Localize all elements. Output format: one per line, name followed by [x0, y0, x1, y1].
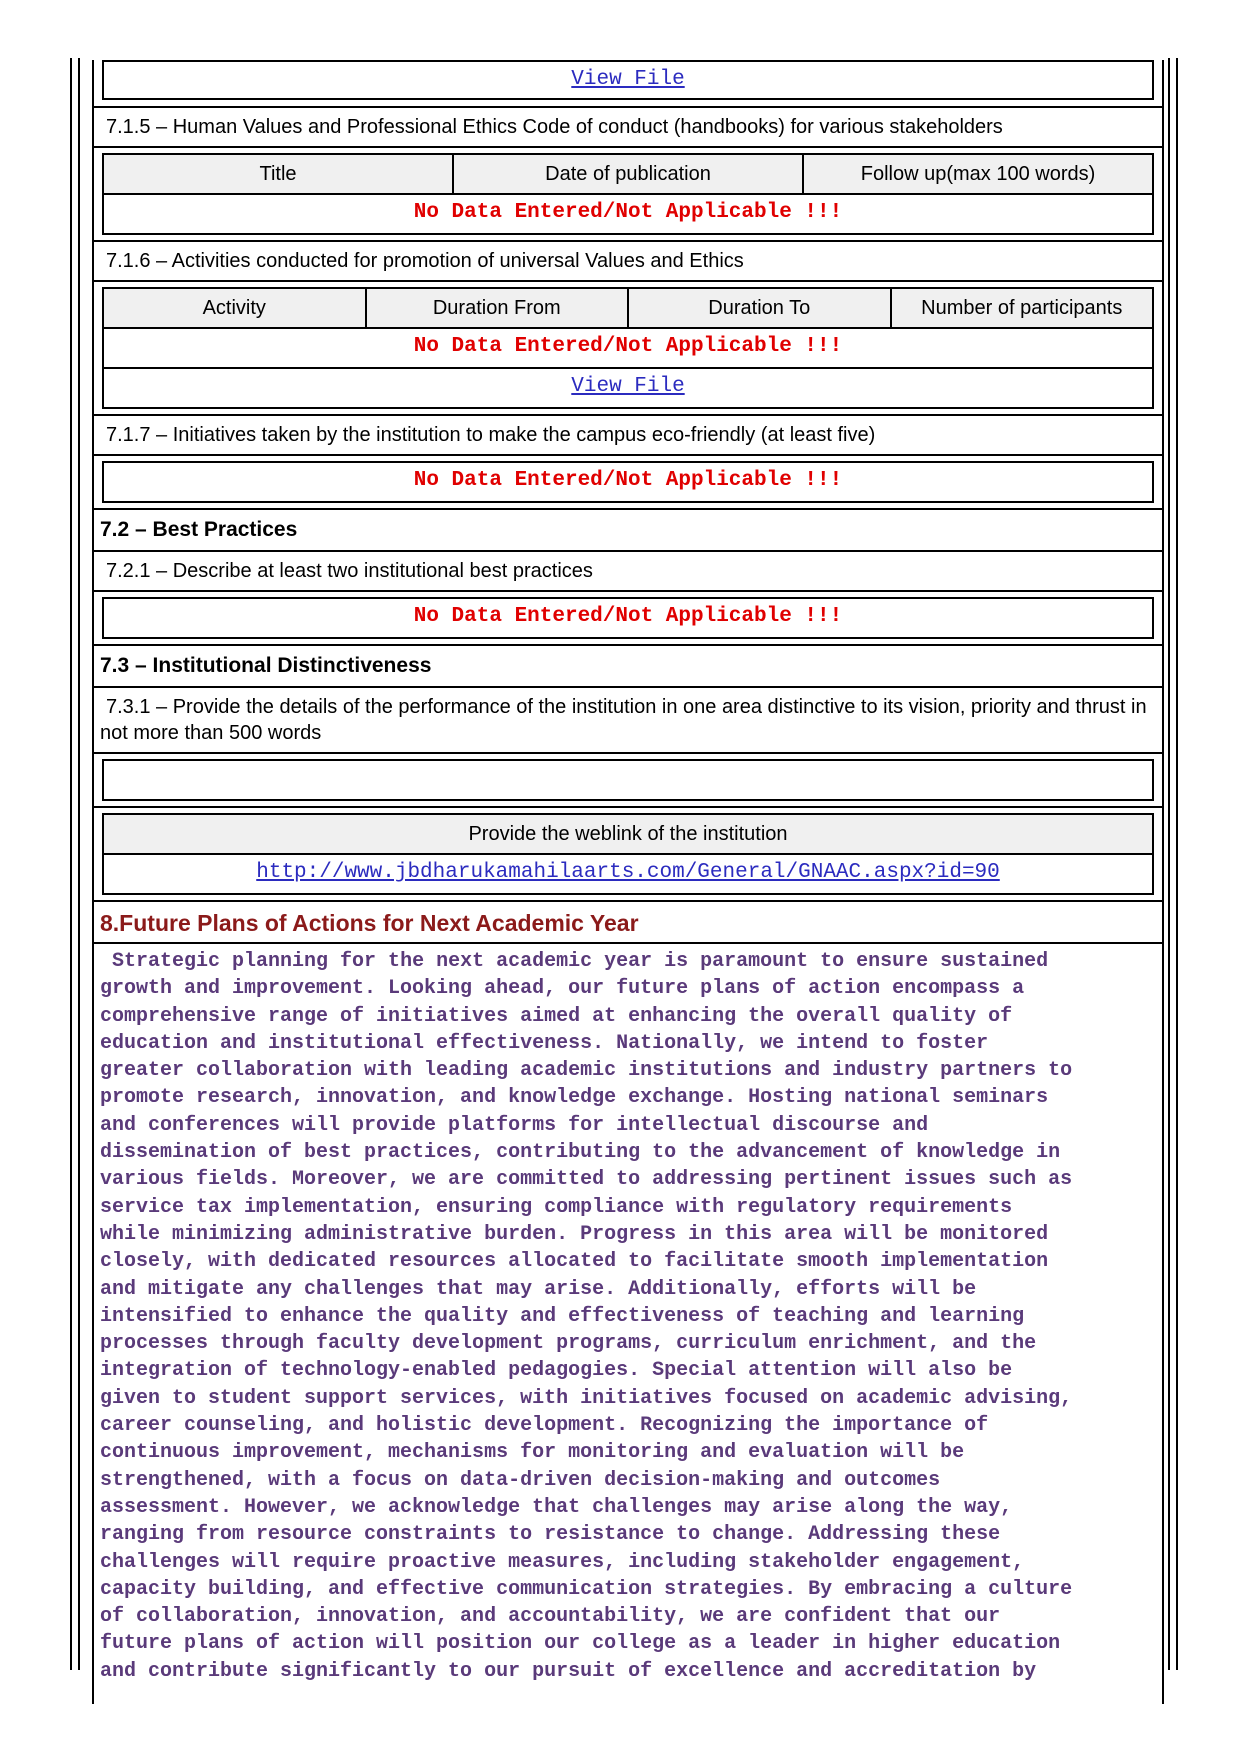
section-7-2-heading-row: [92, 510, 1164, 552]
section-7-1-5-label: 7.1.5 – Human Values and Professional Ethics Code of conduct (handbooks) for various stakeholders: [106, 116, 1003, 138]
no-data-message: No Data Entered/Not Applicable !!!: [413, 201, 843, 224]
handbooks-table: [102, 153, 1154, 235]
view-file-row-top: [92, 60, 1164, 108]
section-7-3-heading: 7.3 – Institutional Distinctiveness: [100, 654, 432, 677]
section-8-heading: 8.Future Plans of Actions for Next Academic Year: [100, 910, 639, 936]
section-7-3-1-content-row: [92, 754, 1164, 808]
no-data-message: No Data Entered/Not Applicable !!!: [413, 605, 843, 628]
weblink-row: [92, 808, 1164, 902]
section-7-1-6-label: 7.1.6 – Activities conducted for promotion of universal Values and Ethics: [106, 250, 744, 272]
col-date-of-publication: Date of publication: [453, 154, 803, 194]
right-outer-border: [1176, 58, 1178, 1670]
activities-table: [102, 287, 1154, 409]
section-7-2-heading: 7.2 – Best Practices: [100, 518, 298, 541]
section-7-1-6-label-row: [92, 242, 1164, 282]
section-7-3-1-label-row: [92, 688, 1164, 754]
right-inner-border: [1168, 58, 1170, 1670]
col-duration-from: Duration From: [366, 288, 629, 328]
view-file-link[interactable]: View File: [571, 68, 685, 91]
section-7-3-heading-row: [92, 646, 1164, 688]
no-data-message: No Data Entered/Not Applicable !!!: [413, 335, 843, 358]
left-outer-border: [70, 58, 72, 1670]
section-7-3-1-label: 7.3.1 – Provide the details of the performance of the institution in one area distinctive to its vision, priority and thrust in not more than 500 words: [100, 696, 1147, 744]
section-7-2-1-label-row: [92, 552, 1164, 592]
section-7-2-1-label: 7.2.1 – Describe at least two institutional best practices: [106, 560, 593, 582]
section-7-1-5-table-row: [92, 148, 1164, 242]
section-8-heading-row: [92, 902, 1164, 944]
distinctiveness-empty-box: [102, 759, 1154, 801]
future-plans-text: Strategic planning for the next academic year is paramount to ensure sustained growth and improvement. Looking ahead, our future plans of action encompass a comprehensive range of initiatives aimed at enhancing the overall quality of education and institutional effectiveness. Nationally, we intend to foster greater collaboration with leading academic institutions and industry partners to promote research, innovation, and knowledge exchange. Hosting national seminars and conferences will provide platforms for intellectual discourse and dissemination of best practices, contributing to the advancement of knowledge in various fields. Moreover, we are committed to addressing pertinent issues such as service tax implementation, ensuring compliance with regulatory requirements while minimizing administrative burden. Progress in this area will be monitored closely, with dedicated resources allocated to facilitate smooth implementation and mitigate any challenges that may arise. Additionally, efforts will be intensified to enhance the quality and effectiveness of teaching and learning processes through faculty development programs, curriculum enrichment, and the integration of technology-enabled pedagogies. Special attention will also be given to student support services, with initiatives focused on academic advising, career counseling, and holistic development. Recognizing the importance of continuous improvement, mechanisms for monitoring and evaluation will be strengthened, with a focus on data-driven decision-making and outcomes assessment. However, we acknowledge that challenges may arise along the way, ranging from resource constraints to resistance to change. Addressing these challenges will require proactive measures, including stakeholder engagement, capacity building, and effective communication strategies. By embracing a culture of collaboration, innovation, and accountability, we are confident that our future plans of action will position our college as a leader in higher education and contribute significantly to our pursuit of excellence and accreditation by: [100, 950, 1073, 1683]
col-follow-up: Follow up(max 100 words): [803, 154, 1153, 194]
institution-weblink[interactable]: http://www.jbdharukamahilaarts.com/General/GNAAC.aspx?id=90: [256, 861, 1000, 884]
col-duration-to: Duration To: [628, 288, 891, 328]
section-7-1-7-label: 7.1.7 – Initiatives taken by the institution to make the campus eco-friendly (at least five): [106, 424, 876, 446]
col-activity: Activity: [103, 288, 366, 328]
col-number-of-participants: Number of participants: [891, 288, 1154, 328]
section-7-1-7-label-row: [92, 416, 1164, 456]
section-8-text-row: [92, 944, 1164, 1704]
report-content: [92, 58, 1164, 1704]
weblink-header: Provide the weblink of the institution: [103, 814, 1153, 854]
view-file-link[interactable]: View File: [571, 375, 685, 398]
section-7-1-7-content-row: [92, 456, 1164, 510]
section-7-1-6-table-row: [92, 282, 1164, 416]
section-7-1-5-label-row: [92, 108, 1164, 148]
no-data-message: No Data Entered/Not Applicable !!!: [413, 469, 843, 492]
col-title: Title: [103, 154, 453, 194]
left-inner-border: [78, 58, 80, 1670]
section-7-2-1-content-row: [92, 592, 1164, 646]
weblink-table: [102, 813, 1154, 895]
